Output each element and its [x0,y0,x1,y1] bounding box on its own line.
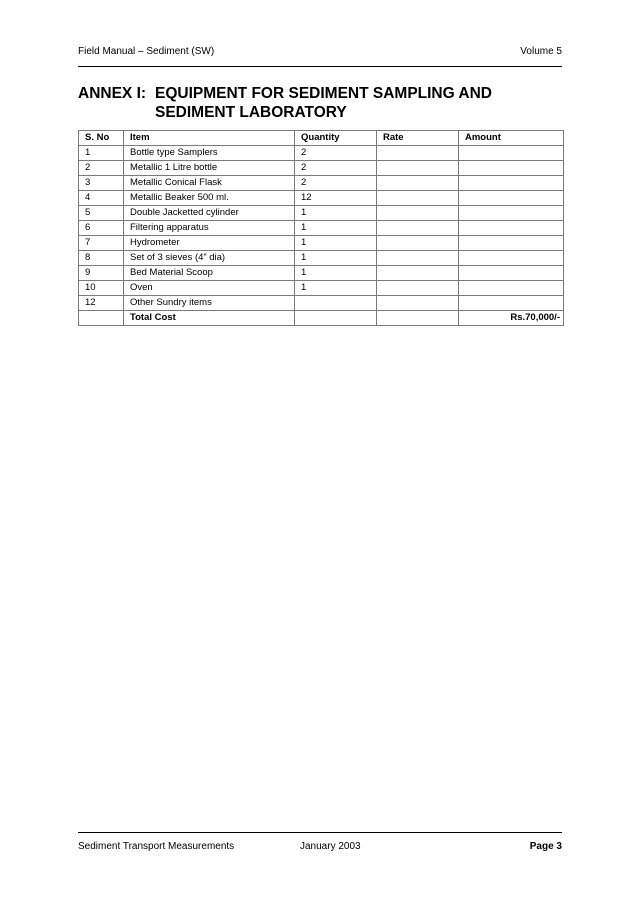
cell-rate [377,281,459,296]
cell-rate [377,191,459,206]
total-cost-label: Total Cost [124,311,295,326]
cell-item: Other Sundry items [124,296,295,311]
annex-heading-line-2: SEDIMENT LABORATORY [155,104,347,121]
table-row [79,146,564,161]
annex-heading [155,84,555,122]
header-volume: Volume 5 [520,46,562,57]
table-row [79,221,564,236]
table-row [79,296,564,311]
cell-rate [377,176,459,191]
footer-date: January 2003 [300,841,361,852]
cell-amount [459,236,564,251]
table-row [79,206,564,221]
table-row [79,266,564,281]
cell-item: Set of 3 sieves (4” dia) [124,251,295,266]
cell-amount [459,281,564,296]
cell-amount [459,296,564,311]
cell-sno: 6 [79,221,124,236]
cell-rate [377,296,459,311]
total-cost-amount: Rs.70,000/- [459,311,564,326]
cell-quantity: 2 [295,176,377,191]
cell-sno: 7 [79,236,124,251]
page-number: Page 3 [529,841,562,852]
cell-amount [459,191,564,206]
cell-amount [459,221,564,236]
cell-sno: 8 [79,251,124,266]
cell-quantity: 2 [295,146,377,161]
cell-sno: 10 [79,281,124,296]
cell-rate [377,251,459,266]
page-header [78,42,562,67]
cell-sno: 1 [79,146,124,161]
table-row [79,251,564,266]
cell-rate [377,266,459,281]
cell-amount [459,176,564,191]
cell-sno [79,311,124,326]
cell-item: Bottle type Samplers [124,146,295,161]
cell-quantity: 1 [295,206,377,221]
table-row [79,236,564,251]
cell-rate [377,146,459,161]
column-header-rate: Rate [377,131,459,146]
annex-heading-line-1: EQUIPMENT FOR SEDIMENT SAMPLING AND [155,85,492,102]
cell-sno: 5 [79,206,124,221]
cell-amount [459,161,564,176]
cell-item: Bed Material Scoop [124,266,295,281]
cell-amount [459,206,564,221]
cell-item: Double Jacketted cylinder [124,206,295,221]
cell-quantity [295,311,377,326]
column-header-sno: S. No [79,131,124,146]
cell-rate [377,311,459,326]
cell-quantity: 1 [295,281,377,296]
table-row [79,281,564,296]
cell-item: Metallic Beaker 500 ml. [124,191,295,206]
cell-item: Filtering apparatus [124,221,295,236]
column-header-quantity: Quantity [295,131,377,146]
annex-label: ANNEX I: [78,85,147,102]
cell-quantity: 1 [295,251,377,266]
cell-sno: 2 [79,161,124,176]
cell-quantity: 1 [295,266,377,281]
cell-item: Hydrometer [124,236,295,251]
cell-sno: 3 [79,176,124,191]
cell-rate [377,236,459,251]
column-header-amount: Amount [459,131,564,146]
cell-amount [459,266,564,281]
cell-sno: 9 [79,266,124,281]
cell-amount [459,146,564,161]
footer-document-title: Sediment Transport Measurements [78,841,235,852]
table-header-row [79,131,564,146]
cell-quantity: 12 [295,191,377,206]
cell-item: Metallic 1 Litre bottle [124,161,295,176]
cell-rate [377,221,459,236]
cell-sno: 12 [79,296,124,311]
cell-quantity: 1 [295,236,377,251]
column-header-item: Item [124,131,295,146]
total-row [79,311,564,326]
cell-quantity: 1 [295,221,377,236]
cell-amount [459,251,564,266]
cell-rate [377,206,459,221]
cell-quantity [295,296,377,311]
cell-item: Metallic Conical Flask [124,176,295,191]
table-row [79,161,564,176]
cell-sno: 4 [79,191,124,206]
cell-quantity: 2 [295,161,377,176]
header-manual-title: Field Manual – Sediment (SW) [78,46,215,57]
equipment-table [78,130,564,326]
cell-item: Oven [124,281,295,296]
page-footer [78,832,562,855]
table-row [79,191,564,206]
cell-rate [377,161,459,176]
table-row [79,176,564,191]
